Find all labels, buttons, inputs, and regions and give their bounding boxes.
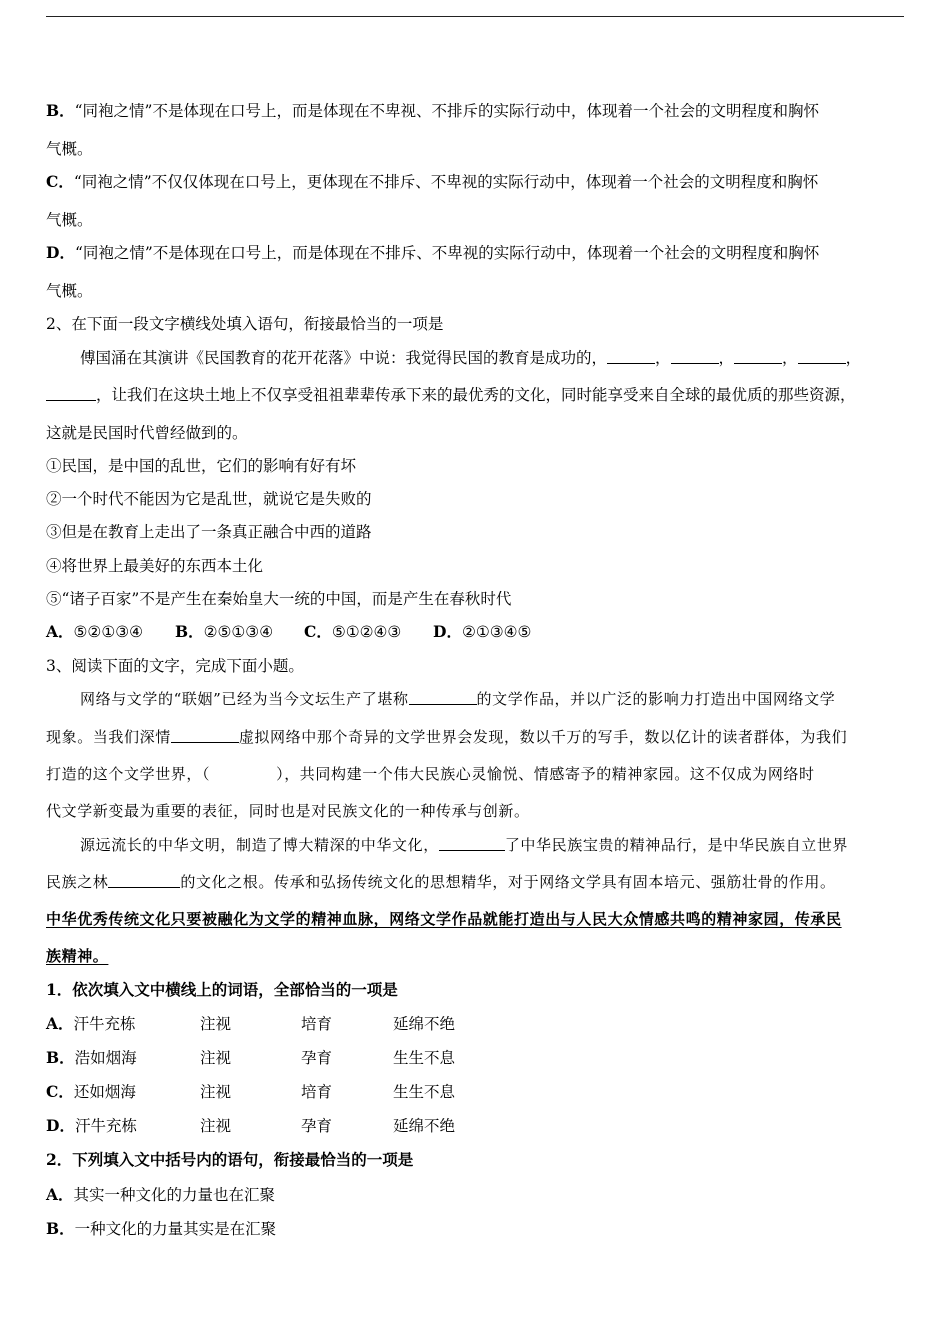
q2-choice-d: [433, 622, 531, 642]
sub2-option-a: [46, 1185, 275, 1205]
choice-value: ⑤②①③④: [73, 623, 144, 641]
sub1-option-d-word4: 延绵不绝: [393, 1117, 456, 1135]
option-word: 浩如烟海: [74, 1049, 137, 1067]
choice-label: D．: [433, 622, 462, 641]
q1-option-d: [46, 243, 819, 263]
choice-label: B．: [175, 622, 204, 641]
sub1-option-a-word4: 延绵不绝: [393, 1015, 456, 1033]
blank-line: [108, 872, 180, 888]
q1-option-c: [46, 172, 818, 192]
option-text: “同袍之情”不是体现在口号上，而是体现在不排斥、不卑视的实际行动中，体现着一个社会的文明程度和胸怀: [74, 244, 820, 262]
q2-choice-b: [175, 622, 273, 642]
sub1-option-b: [46, 1048, 137, 1068]
option-text: “同袍之情”不仅仅体现在口号上，更体现在不排斥、不卑视的实际行动中，体现着一个社会的文明程度和胸怀: [73, 173, 819, 191]
q2-item-2: ②一个时代不能因为它是乱世，就说它是失败的: [46, 490, 372, 508]
sub1-option-d-word2: 注视: [200, 1117, 232, 1135]
option-text: “同袍之情”不是体现在口号上，而是体现在不卑视、不排斥的实际行动中，体现着一个社会的文明程度和胸怀: [74, 102, 819, 120]
sub1-option-d-word3: 孕育: [301, 1117, 333, 1135]
passage-text: 虚拟网络中那个奇异的文学世界会发现，数以千万的写手，数以亿计的读者群体，为我们: [238, 728, 848, 746]
choice-value: ②①③④⑤: [461, 623, 532, 641]
choice-label: A．: [46, 622, 74, 641]
q3-p2-underlined-line2: 族精神。: [46, 947, 109, 965]
q2-item-4: ④将世界上最美好的东西本土化: [46, 557, 264, 575]
passage-text: ，让我们在这块土地上不仅享受祖祖辈辈传承下来的最优秀的文化，同时能享受来自全球的最优质的那些资源，: [96, 386, 856, 404]
sub1-option-b-word2: 注视: [200, 1049, 232, 1067]
q3-p2-line2: [46, 872, 836, 892]
q2-choice-c: [304, 622, 401, 642]
option-label: B．: [46, 101, 75, 120]
q2-item-5: ⑤“诸子百家”不是产生在秦始皇大一统的中国，而是产生在春秋时代: [46, 590, 512, 608]
sub1-option-c-word2: 注视: [200, 1083, 232, 1101]
passage-text: 民族之林: [46, 873, 109, 891]
q2-passage-line2: [46, 385, 856, 405]
comma: ，: [845, 349, 862, 367]
sub1-option-b-word3: 孕育: [301, 1049, 333, 1067]
blank-line: [46, 385, 96, 401]
q2-choice-a: [46, 622, 143, 642]
passage-text: 了中华民族宝贵的精神品行，是中华民族自立世界: [504, 836, 849, 854]
q3-p1-line1: [80, 689, 835, 709]
q1-option-d-cont: 气概。: [46, 282, 93, 300]
option-label: B．: [46, 1219, 75, 1238]
q1-option-c-cont: 气概。: [46, 211, 93, 229]
q3-sub1-stem: [46, 980, 398, 1000]
option-word: 汗牛充栋: [73, 1015, 136, 1033]
comma: ，: [655, 349, 671, 367]
q3-p1-line2: [46, 727, 847, 747]
stem-text: 1．依次填入文中横线上的词语，全部恰当的一项是: [46, 980, 398, 999]
option-label: C．: [46, 172, 74, 191]
passage-text: 源远流长的中华文明，制造了博大精深的中华文化，: [80, 836, 439, 854]
option-label: B．: [46, 1048, 75, 1067]
passage-text: 现象。当我们深情: [46, 728, 171, 746]
option-label: A．: [46, 1014, 74, 1033]
choice-value: ②⑤①③④: [203, 623, 274, 641]
header-rule: [46, 16, 904, 17]
blank-line: [439, 835, 505, 851]
stem-text: 2．下列填入文中括号内的语句，衔接最恰当的一项是: [46, 1150, 414, 1169]
sub2-option-b: [46, 1219, 276, 1239]
option-word: 汗牛充栋: [74, 1117, 137, 1135]
q3-p1-line4: 代文学新变最为重要的表征，同时也是对民族文化的一种传承与创新。: [46, 802, 530, 820]
sub1-option-a-word2: 注视: [200, 1015, 232, 1033]
q2-passage-line1: [80, 348, 861, 368]
q3-sub2-stem: [46, 1150, 413, 1170]
sub1-option-c: [46, 1082, 136, 1102]
blank-line: [671, 348, 719, 364]
blank-line: [798, 348, 846, 364]
sub1-option-d: [46, 1116, 137, 1136]
option-word: 还如烟海: [73, 1083, 136, 1101]
sub1-option-a: [46, 1014, 136, 1034]
passage-text: 打造的这个文学世界，（: [46, 765, 211, 783]
passage-text: 傅国涌在其演讲《民国教育的花开花落》中说：我觉得民国的教育是成功的，: [80, 349, 608, 367]
q2-item-1: ①民国，是中国的乱世，它们的影响有好有坏: [46, 457, 357, 475]
option-text: 一种文化的力量其实是在汇聚: [74, 1220, 277, 1238]
passage-text: 的文化之根。传承和弘扬传统文化的思想精华，对于网络文学具有固本培元、强筋壮骨的作用。: [180, 873, 836, 891]
comma: ，: [782, 349, 798, 367]
sub1-option-c-word4: 生生不息: [393, 1083, 456, 1101]
passage-text: 的文学作品，并以广泛的影响力打造出中国网络文学: [476, 690, 836, 708]
choice-label: C．: [304, 622, 332, 641]
option-label: C．: [46, 1082, 74, 1101]
option-label: A．: [46, 1185, 74, 1204]
blank-line: [734, 348, 782, 364]
q3-p2-underlined-line1: 中华优秀传统文化只要被融化为文学的精神血脉，网络文学作品就能打造出与人民大众情感共鸣的精神家园，传承民: [46, 910, 842, 928]
q2-item-3: ③但是在教育上走出了一条真正融合中西的道路: [46, 523, 372, 541]
q3-p1-line3: [46, 764, 815, 784]
comma: ，: [718, 349, 735, 367]
sub1-option-b-word4: 生生不息: [393, 1049, 456, 1067]
q3-stem: 3、阅读下面的文字，完成下面小题。: [46, 657, 304, 675]
q1-option-b: [46, 101, 819, 121]
blank-line: [409, 689, 477, 705]
q3-p2-line1: [80, 835, 848, 855]
passage-text: 网络与文学的“联姻”已经为当今文坛生产了堪称: [80, 690, 409, 708]
blank-line: [171, 727, 239, 743]
q2-passage-line3: 这就是民国时代曾经做到的。: [46, 424, 248, 442]
q1-option-b-cont: 气概。: [46, 140, 93, 158]
sub1-option-c-word3: 培育: [301, 1083, 333, 1101]
option-label: D．: [46, 1116, 75, 1135]
q2-stem: 2、在下面一段文字横线处填入语句，衔接最恰当的一项是: [46, 315, 444, 333]
passage-text: ），共同构建一个伟大民族心灵愉悦、情感寄予的精神家园。这不仅成为网络时: [276, 765, 815, 783]
blank-line: [607, 348, 655, 364]
sub1-option-a-word3: 培育: [301, 1015, 333, 1033]
option-text: 其实一种文化的力量也在汇聚: [73, 1186, 276, 1204]
option-label: D．: [46, 243, 75, 262]
choice-value: ⑤①②④③: [331, 623, 402, 641]
